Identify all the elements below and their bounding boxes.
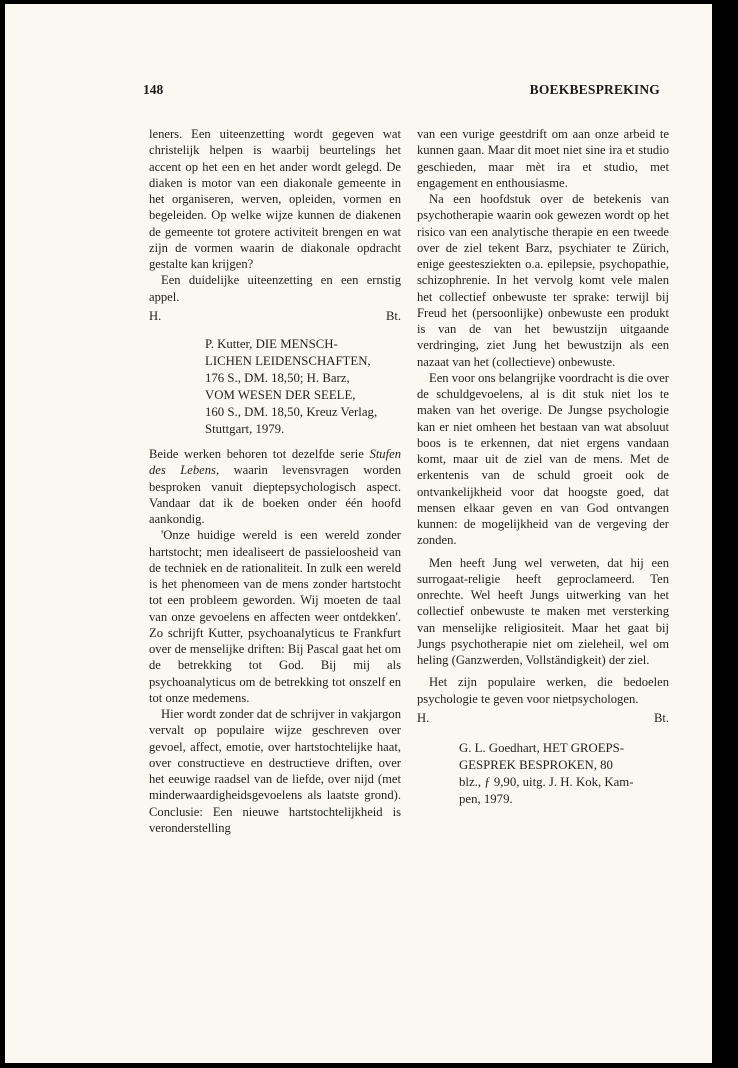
book-citation — [205, 336, 401, 438]
paragraph — [149, 446, 401, 527]
book-citation — [459, 740, 669, 808]
citation-line: LICHEN LEIDENSCHAFTEN, — [205, 354, 371, 368]
citation-line: blz., ƒ 9,90, uitg. J. H. Kok, Kam- — [459, 775, 634, 789]
reviewer-signature — [149, 308, 401, 324]
scanned-page — [5, 4, 712, 1063]
citation-line: G. L. Goedhart, HET GROEPS- — [459, 741, 625, 755]
citation-line: 160 S., DM. 18,50, Kreuz Verlag, — [205, 405, 378, 419]
text-run: Beide werken behoren tot dezelfde serie — [149, 447, 370, 461]
signature-initial: H. — [417, 710, 430, 725]
paragraph: Het zijn populaire werken, die bedoelen psychologie te geven voor nietpsychologen. — [417, 675, 669, 706]
reviewer-signature — [417, 710, 669, 726]
citation-line: GESPREK BESPROKEN, 80 — [459, 758, 613, 772]
citation-line: Stuttgart, 1979. — [205, 422, 285, 436]
signature-initial: Bt. — [385, 308, 401, 323]
scan-border-right — [712, 0, 738, 1068]
paragraph: leners. Een uiteenzetting wordt gegeven wat christelijk helpen is waarbij beurtelings het accent op het een en het ander wordt gelegd. De diaken is motor van een diakonale gemeente in het organiseren, werven, opleiden, vormen en begeleiden. Op welke wijze kunnen de diakenen de gemeente tot grotere activiteit brengen en wat zijn de vormen waarin de diakonale opdracht gestalte kan krijgen? — [149, 127, 401, 271]
paragraph: 'Onze huidige wereld is een wereld zonder hartstocht; men idealiseert de passieloosheid van de techniek en de rationaliteit. In zulk een wereld is het phenomeen van de mens zonder hartstocht tot een probleem geworden. Wij moeten de taal van onze gevoelens en affecten weer ontdekken'. Zo schrijft Kutter, psychoanalyticus te Frankfurt over de menselijke driften: Bij Pascal gaat het om de betrekking tot God. Bij mij als psychoanalyticus om de betrekking tot onszelf en tot onze medemens. — [149, 528, 401, 705]
left-column — [149, 126, 401, 836]
page-number: 148 — [143, 82, 164, 97]
paragraph: Een voor ons belangrijke voordracht is die over de schuldgevoelens, al is dit stuk niet los te maken van het overige. De Jungse psychologie kan er niet omheen het bestaan van wat absoluut boos is te erkennen, dat niet ergens vandaan komt, maar uit de ziel van de mens. Met de erkentenis van de schuld groeit ook de ontvankelijkheid voor dat hoogste goed, dat mensen elkaar geven en van God ontvangen kunnen: de mogelijkheid van de vergeving der zonden. — [417, 370, 669, 548]
paragraph: van een vurige geestdrift om aan onze arbeid te kunnen gaan. Maar dit moet niet sine ira et studio geschieden, maar mèt ira et studio, met engagement en enthousiasme. — [417, 127, 669, 190]
signature-initial: H. — [149, 308, 162, 323]
right-column — [417, 126, 669, 808]
paragraph: Hier wordt zonder dat de schrijver in vakjargon vervalt op populaire wijze geschreven over gevoel, affect, emotie, over hartstochtelijke haat, over constructieve en destructieve driften, over het eeuwige raadsel van de liefde, over nijd (met minderwaardigheidsgevoelens als laatste grond). Conclusie: Een nieuwe hartstochtelijkheid is veronderstelling — [149, 707, 401, 835]
citation-line: 176 S., DM. 18,50; H. Barz, — [205, 371, 350, 385]
citation-line: P. Kutter, DIE MENSCH- — [205, 337, 338, 351]
page-header — [143, 82, 660, 102]
citation-line: pen, 1979. — [459, 792, 513, 806]
citation-line: VOM WESEN DER SEELE, — [205, 388, 356, 402]
series-title: Stufen des Lebens, — [149, 447, 401, 478]
section-title: BOEKBESPREKING — [529, 82, 660, 97]
paragraph: Een duidelijke uiteenzetting en een ernstig appel. — [149, 273, 401, 304]
paragraph: Na een hoofdstuk over de betekenis van psychotherapie waarin ook gewezen wordt op het risico van een analytische therapie en een tweede over de ziel tekent Barz, psychiater te Zürich, enige geestesziekten o.a. epilepsie, psychopathie, schizophrenie. In het vervolg komt vele malen het collectief onbewuste ter sprake: terwijl bij Freud het (persoonlijke) onbewuste een produkt is van de van het bewustzijn uitgaande verdringing, ziet Jung het bewustzijn als een nazaat van het (collectieve) onbewuste. — [417, 192, 669, 369]
paragraph: Men heeft Jung wel verweten, dat hij een surrogaat-religie heeft geproclameerd. Ten onrechte. Wel heeft Jungs uitwerking van het collectief onbewuste te maken met versterking van menselijke religiositeit. Maar het gaat bij Jungs psychotherapie niet om zieleheil, wel om heling (Ganzwerden, Vollständigkeit) der ziel. — [417, 555, 669, 667]
signature-initial: Bt. — [653, 710, 669, 725]
text-run: waarin levensvragen worden besproken vanuit dieptepsychologisch aspect. Vandaar dat ik de boeken onder één hoofd aankondig. — [149, 463, 401, 526]
scan-border-bottom — [0, 1063, 716, 1068]
